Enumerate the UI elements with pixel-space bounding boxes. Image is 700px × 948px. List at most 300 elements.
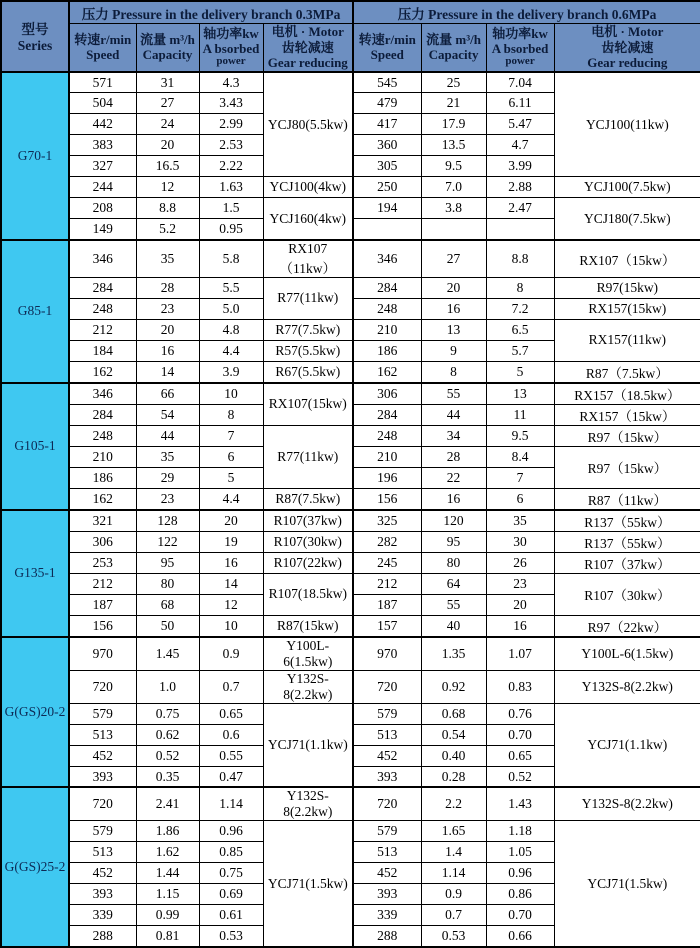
speed-cell: 187 xyxy=(353,594,421,615)
table-row xyxy=(1,240,700,278)
speed-cell: 579 xyxy=(353,703,421,724)
speed-cell: 393 xyxy=(353,884,421,905)
power-cell: 8.8 xyxy=(486,240,554,278)
col-header-power-left: 轴功率kw A bsorbed power xyxy=(199,24,263,72)
motor-cell: R107(30kw) xyxy=(263,531,353,552)
series-cell: G105-1 xyxy=(1,383,69,510)
header-row-columns xyxy=(1,24,700,72)
speed-cell: 720 xyxy=(69,787,136,821)
motor-cell: R137（55kw） xyxy=(554,531,700,552)
capacity-cell: 1.62 xyxy=(136,842,199,863)
motor-cell: YCJ71(1.5kw) xyxy=(263,821,353,947)
power-cell: 20 xyxy=(199,510,263,532)
speed-cell: 210 xyxy=(353,319,421,340)
col-header-power-right: 轴功率kw A bsorbed power xyxy=(486,24,554,72)
table-row xyxy=(1,177,700,198)
speed-cell: 442 xyxy=(69,114,136,135)
motor-cell: R107(18.5kw) xyxy=(263,573,353,615)
capacity-cell: 80 xyxy=(136,573,199,594)
capacity-cell: 2.41 xyxy=(136,787,199,821)
capacity-cell: 0.62 xyxy=(136,724,199,745)
speed-cell: 187 xyxy=(69,594,136,615)
power-cell: 0.86 xyxy=(486,884,554,905)
capacity-cell: 0.75 xyxy=(136,703,199,724)
motor-cell: R87(7.5kw) xyxy=(263,488,353,510)
speed-cell: 325 xyxy=(353,510,421,532)
power-cell: 0.47 xyxy=(199,766,263,787)
capacity-cell: 0.68 xyxy=(421,703,486,724)
power-cell: 23 xyxy=(486,573,554,594)
speed-cell: 306 xyxy=(353,383,421,405)
table-row xyxy=(1,319,700,340)
speed-cell: 196 xyxy=(353,467,421,488)
motor-cell: R107(22kw) xyxy=(263,552,353,573)
power-cell: 4.3 xyxy=(199,72,263,93)
motor-cell: YCJ160(4kw) xyxy=(263,198,353,240)
header-row-pressure xyxy=(1,1,700,24)
speed-cell: 417 xyxy=(353,114,421,135)
capacity-cell: 54 xyxy=(136,404,199,425)
capacity-cell: 9.5 xyxy=(421,156,486,177)
power-cell: 2.99 xyxy=(199,114,263,135)
motor-cell: R137（55kw） xyxy=(554,510,700,532)
power-cell: 0.7 xyxy=(199,670,263,703)
power-cell: 5.5 xyxy=(199,277,263,298)
table-row xyxy=(1,821,700,842)
pressure-03mpa-header: 压力 Pressure in the delivery branch 0.3MPa xyxy=(69,1,353,24)
motor-cell: R107(37kw) xyxy=(263,510,353,532)
motor-cell: Y132S-8(2.2kw) xyxy=(263,670,353,703)
speed-cell: 288 xyxy=(353,926,421,947)
speed-cell: 383 xyxy=(69,135,136,156)
capacity-cell: 35 xyxy=(136,240,199,278)
speed-cell: 393 xyxy=(69,766,136,787)
speed-cell: 248 xyxy=(69,298,136,319)
capacity-cell: 122 xyxy=(136,531,199,552)
capacity-cell: 1.65 xyxy=(421,821,486,842)
motor-cell: YCJ100(11kw) xyxy=(554,72,700,177)
speed-cell: 970 xyxy=(69,637,136,671)
table-row xyxy=(1,637,700,671)
speed-cell: 184 xyxy=(69,340,136,361)
power-cell: 6 xyxy=(486,488,554,510)
motor-cell: R77(7.5kw) xyxy=(263,319,353,340)
speed-cell: 284 xyxy=(69,404,136,425)
col-header-speed-right: 转速r/min Speed xyxy=(353,24,421,72)
power-cell: 13 xyxy=(486,383,554,405)
power-cell: 5.47 xyxy=(486,114,554,135)
speed-cell: 327 xyxy=(69,156,136,177)
speed-cell: 452 xyxy=(69,863,136,884)
capacity-cell: 44 xyxy=(136,425,199,446)
motor-cell: RX107(15kw) xyxy=(263,383,353,426)
power-cell: 6 xyxy=(199,446,263,467)
power-cell: 6.5 xyxy=(486,319,554,340)
capacity-cell: 13.5 xyxy=(421,135,486,156)
power-cell: 4.7 xyxy=(486,135,554,156)
speed-cell: 513 xyxy=(353,724,421,745)
series-cell: G85-1 xyxy=(1,240,69,383)
capacity-cell: 31 xyxy=(136,72,199,93)
power-cell: 10 xyxy=(199,383,263,405)
capacity-cell: 7.0 xyxy=(421,177,486,198)
speed-cell: 210 xyxy=(69,446,136,467)
speed-cell: 244 xyxy=(69,177,136,198)
speed-cell: 360 xyxy=(353,135,421,156)
power-cell: 2.88 xyxy=(486,177,554,198)
motor-cell: R87(15kw) xyxy=(263,615,353,637)
power-cell: 5 xyxy=(199,467,263,488)
power-cell: 3.99 xyxy=(486,156,554,177)
capacity-cell: 13 xyxy=(421,319,486,340)
motor-cell: YCJ80(5.5kw) xyxy=(263,72,353,177)
speed-cell: 186 xyxy=(69,467,136,488)
capacity-cell: 95 xyxy=(421,531,486,552)
table-row xyxy=(1,531,700,552)
power-cell: 0.75 xyxy=(199,863,263,884)
table-row xyxy=(1,72,700,93)
pressure-06mpa-header: 压力 Pressure in the delivery branch 0.6MPa xyxy=(353,1,700,24)
capacity-cell: 20 xyxy=(421,277,486,298)
capacity-cell: 25 xyxy=(421,72,486,93)
power-cell: 0.85 xyxy=(199,842,263,863)
speed-cell: 162 xyxy=(69,488,136,510)
speed-cell: 162 xyxy=(69,361,136,383)
power-cell: 4.8 xyxy=(199,319,263,340)
capacity-cell: 20 xyxy=(136,319,199,340)
power-cell: 35 xyxy=(486,510,554,532)
power-cell: 1.05 xyxy=(486,842,554,863)
series-cell: G(GS)20-2 xyxy=(1,637,69,788)
power-cell: 0.96 xyxy=(486,863,554,884)
capacity-cell: 23 xyxy=(136,488,199,510)
motor-cell: R67(5.5kw) xyxy=(263,361,353,383)
motor-cell: R97（15kw） xyxy=(554,446,700,488)
power-cell: 9.5 xyxy=(486,425,554,446)
speed-cell: 212 xyxy=(353,573,421,594)
power-cell: 0.70 xyxy=(486,724,554,745)
speed-cell: 157 xyxy=(353,615,421,637)
table-row xyxy=(1,425,700,446)
capacity-cell: 34 xyxy=(421,425,486,446)
capacity-cell: 16 xyxy=(421,298,486,319)
capacity-cell: 20 xyxy=(136,135,199,156)
table-row xyxy=(1,703,700,724)
motor-cell: RX157(11kw) xyxy=(554,319,700,361)
speed-cell: 248 xyxy=(353,298,421,319)
capacity-cell: 0.92 xyxy=(421,670,486,703)
motor-cell: R107（37kw） xyxy=(554,552,700,573)
capacity-cell: 27 xyxy=(421,240,486,278)
power-cell: 8.4 xyxy=(486,446,554,467)
speed-cell: 579 xyxy=(69,703,136,724)
power-cell: 0.69 xyxy=(199,884,263,905)
power-cell: 0.52 xyxy=(486,766,554,787)
power-cell: 5.8 xyxy=(199,240,263,278)
speed-cell: 393 xyxy=(69,884,136,905)
col-header-capacity-left: 流量 m³/h Capacity xyxy=(136,24,199,72)
series-cell: G(GS)25-2 xyxy=(1,787,69,947)
capacity-cell: 2.2 xyxy=(421,787,486,821)
power-cell: 0.96 xyxy=(199,821,263,842)
power-cell: 1.43 xyxy=(486,787,554,821)
power-cell: 12 xyxy=(199,594,263,615)
speed-cell: 149 xyxy=(69,219,136,240)
speed-cell: 156 xyxy=(69,615,136,637)
capacity-cell: 17.9 xyxy=(421,114,486,135)
capacity-cell: 3.8 xyxy=(421,198,486,219)
power-cell: 19 xyxy=(199,531,263,552)
power-cell: 7.04 xyxy=(486,72,554,93)
speed-cell: 194 xyxy=(353,198,421,219)
motor-cell: Y100L-6(1.5kw) xyxy=(263,637,353,671)
capacity-cell: 1.45 xyxy=(136,637,199,671)
power-cell: 0.65 xyxy=(486,745,554,766)
power-cell: 16 xyxy=(199,552,263,573)
table-row xyxy=(1,787,700,821)
power-cell: 26 xyxy=(486,552,554,573)
capacity-cell: 5.2 xyxy=(136,219,199,240)
speed-cell: 248 xyxy=(69,425,136,446)
power-cell: 20 xyxy=(486,594,554,615)
speed-cell: 452 xyxy=(353,745,421,766)
speed-cell: 720 xyxy=(353,670,421,703)
speed-cell: 162 xyxy=(353,361,421,383)
table-row xyxy=(1,615,700,637)
speed-cell: 253 xyxy=(69,552,136,573)
capacity-cell: 128 xyxy=(136,510,199,532)
power-cell: 0.66 xyxy=(486,926,554,947)
speed-cell: 210 xyxy=(353,446,421,467)
power-cell: 2.53 xyxy=(199,135,263,156)
capacity-cell xyxy=(421,219,486,240)
speed-cell: 250 xyxy=(353,177,421,198)
speed-cell: 245 xyxy=(353,552,421,573)
capacity-cell: 0.40 xyxy=(421,745,486,766)
speed-cell: 452 xyxy=(353,863,421,884)
capacity-cell: 95 xyxy=(136,552,199,573)
power-cell: 1.63 xyxy=(199,177,263,198)
power-cell: 1.18 xyxy=(486,821,554,842)
power-cell: 0.95 xyxy=(199,219,263,240)
power-cell: 4.4 xyxy=(199,488,263,510)
capacity-cell: 1.4 xyxy=(421,842,486,863)
capacity-cell: 55 xyxy=(421,383,486,405)
motor-cell: Y132S-8(2.2kw) xyxy=(554,787,700,821)
motor-cell: R57(5.5kw) xyxy=(263,340,353,361)
capacity-cell: 0.9 xyxy=(421,884,486,905)
motor-cell: R97(15kw) xyxy=(554,277,700,298)
power-cell: 5 xyxy=(486,361,554,383)
capacity-cell: 40 xyxy=(421,615,486,637)
capacity-cell: 66 xyxy=(136,383,199,405)
col-header-capacity-right: 流量 m³/h Capacity xyxy=(421,24,486,72)
motor-cell: YCJ71(1.1kw) xyxy=(554,703,700,787)
power-cell: 8 xyxy=(486,277,554,298)
motor-cell: Y100L-6(1.5kw) xyxy=(554,637,700,671)
speed-cell: 284 xyxy=(353,404,421,425)
speed-cell: 282 xyxy=(353,531,421,552)
power-cell: 8 xyxy=(199,404,263,425)
capacity-cell: 27 xyxy=(136,93,199,114)
power-cell: 30 xyxy=(486,531,554,552)
speed-cell: 545 xyxy=(353,72,421,93)
table-row xyxy=(1,277,700,298)
speed-cell: 212 xyxy=(69,319,136,340)
table-row xyxy=(1,573,700,594)
speed-cell: 720 xyxy=(353,787,421,821)
motor-cell: R87（7.5kw） xyxy=(554,361,700,383)
series-header-en: Series xyxy=(17,38,53,54)
capacity-cell: 80 xyxy=(421,552,486,573)
power-cell: 2.22 xyxy=(199,156,263,177)
speed-cell: 208 xyxy=(69,198,136,219)
table-row xyxy=(1,552,700,573)
motor-cell: R97（22kw） xyxy=(554,615,700,637)
capacity-cell: 1.44 xyxy=(136,863,199,884)
table-row xyxy=(1,488,700,510)
capacity-cell: 0.7 xyxy=(421,905,486,926)
speed-cell: 339 xyxy=(69,905,136,926)
capacity-cell: 28 xyxy=(421,446,486,467)
capacity-cell: 55 xyxy=(421,594,486,615)
motor-cell: YCJ100(7.5kw) xyxy=(554,177,700,198)
power-cell: 0.65 xyxy=(199,703,263,724)
capacity-cell: 50 xyxy=(136,615,199,637)
capacity-cell: 23 xyxy=(136,298,199,319)
power-cell: 1.14 xyxy=(199,787,263,821)
power-cell: 4.4 xyxy=(199,340,263,361)
speed-cell: 346 xyxy=(69,240,136,278)
motor-cell: RX157（15kw） xyxy=(554,404,700,425)
table-row xyxy=(1,383,700,405)
capacity-cell: 1.35 xyxy=(421,637,486,671)
power-cell xyxy=(486,219,554,240)
power-cell: 0.61 xyxy=(199,905,263,926)
table-row xyxy=(1,510,700,532)
motor-cell: RX107（11kw） xyxy=(263,240,353,278)
capacity-cell: 0.54 xyxy=(421,724,486,745)
power-cell: 0.53 xyxy=(199,926,263,947)
power-cell: 7.2 xyxy=(486,298,554,319)
power-cell: 0.6 xyxy=(199,724,263,745)
motor-cell: YCJ100(4kw) xyxy=(263,177,353,198)
capacity-cell: 14 xyxy=(136,361,199,383)
power-cell: 1.07 xyxy=(486,637,554,671)
table-row xyxy=(1,198,700,219)
power-cell: 5.0 xyxy=(199,298,263,319)
col-header-speed-left: 转速r/min Speed xyxy=(69,24,136,72)
speed-cell: 284 xyxy=(69,277,136,298)
capacity-cell: 16 xyxy=(421,488,486,510)
speed-cell: 504 xyxy=(69,93,136,114)
capacity-cell: 1.86 xyxy=(136,821,199,842)
motor-cell: Y132S-8(2.2kw) xyxy=(554,670,700,703)
speed-cell: 248 xyxy=(353,425,421,446)
power-cell: 0.76 xyxy=(486,703,554,724)
series-cell: G70-1 xyxy=(1,72,69,240)
motor-cell: YCJ71(1.5kw) xyxy=(554,821,700,947)
capacity-cell: 44 xyxy=(421,404,486,425)
speed-cell: 579 xyxy=(353,821,421,842)
speed-cell: 346 xyxy=(353,240,421,278)
power-cell: 14 xyxy=(199,573,263,594)
motor-cell: R77(11kw) xyxy=(263,277,353,319)
capacity-cell: 29 xyxy=(136,467,199,488)
speed-cell: 479 xyxy=(353,93,421,114)
capacity-cell: 22 xyxy=(421,467,486,488)
power-cell: 7 xyxy=(199,425,263,446)
speed-cell: 156 xyxy=(353,488,421,510)
speed-cell: 571 xyxy=(69,72,136,93)
capacity-cell: 1.14 xyxy=(421,863,486,884)
col-header-motor-left: 电机 · Motor 齿轮减速 Gear reducing xyxy=(263,24,353,72)
capacity-cell: 16 xyxy=(136,340,199,361)
capacity-cell: 0.53 xyxy=(421,926,486,947)
series-header-cn: 型号 xyxy=(21,22,49,38)
speed-cell: 321 xyxy=(69,510,136,532)
series-cell: G135-1 xyxy=(1,510,69,637)
motor-cell: R107（30kw） xyxy=(554,573,700,615)
capacity-cell: 0.28 xyxy=(421,766,486,787)
power-cell: 16 xyxy=(486,615,554,637)
table-row xyxy=(1,670,700,703)
speed-cell xyxy=(353,219,421,240)
capacity-cell: 12 xyxy=(136,177,199,198)
speed-cell: 186 xyxy=(353,340,421,361)
speed-cell: 452 xyxy=(69,745,136,766)
capacity-cell: 0.81 xyxy=(136,926,199,947)
capacity-cell: 0.35 xyxy=(136,766,199,787)
power-cell: 0.55 xyxy=(199,745,263,766)
speed-cell: 306 xyxy=(69,531,136,552)
capacity-cell: 0.52 xyxy=(136,745,199,766)
capacity-cell: 1.15 xyxy=(136,884,199,905)
motor-cell: Y132S-8(2.2kw) xyxy=(263,787,353,821)
motor-cell: RX157(15kw) xyxy=(554,298,700,319)
power-cell: 6.11 xyxy=(486,93,554,114)
motor-cell: RX157（18.5kw） xyxy=(554,383,700,405)
capacity-cell: 8 xyxy=(421,361,486,383)
power-cell: 0.83 xyxy=(486,670,554,703)
table-row xyxy=(1,361,700,383)
speed-cell: 305 xyxy=(353,156,421,177)
speed-cell: 393 xyxy=(353,766,421,787)
speed-cell: 970 xyxy=(353,637,421,671)
capacity-cell: 1.0 xyxy=(136,670,199,703)
capacity-cell: 68 xyxy=(136,594,199,615)
speed-cell: 212 xyxy=(69,573,136,594)
speed-cell: 284 xyxy=(353,277,421,298)
power-cell: 0.70 xyxy=(486,905,554,926)
col-header-motor-right: 电机 · Motor 齿轮减速 Gear reducing xyxy=(554,24,700,72)
capacity-cell: 9 xyxy=(421,340,486,361)
power-cell: 2.47 xyxy=(486,198,554,219)
speed-cell: 579 xyxy=(69,821,136,842)
power-cell: 10 xyxy=(199,615,263,637)
capacity-cell: 120 xyxy=(421,510,486,532)
power-cell: 1.5 xyxy=(199,198,263,219)
capacity-cell: 21 xyxy=(421,93,486,114)
capacity-cell: 16.5 xyxy=(136,156,199,177)
motor-cell: YCJ180(7.5kw) xyxy=(554,198,700,240)
series-column-header xyxy=(1,1,69,72)
capacity-cell: 8.8 xyxy=(136,198,199,219)
capacity-cell: 35 xyxy=(136,446,199,467)
speed-cell: 513 xyxy=(69,842,136,863)
power-cell: 11 xyxy=(486,404,554,425)
motor-cell: R87（11kw） xyxy=(554,488,700,510)
